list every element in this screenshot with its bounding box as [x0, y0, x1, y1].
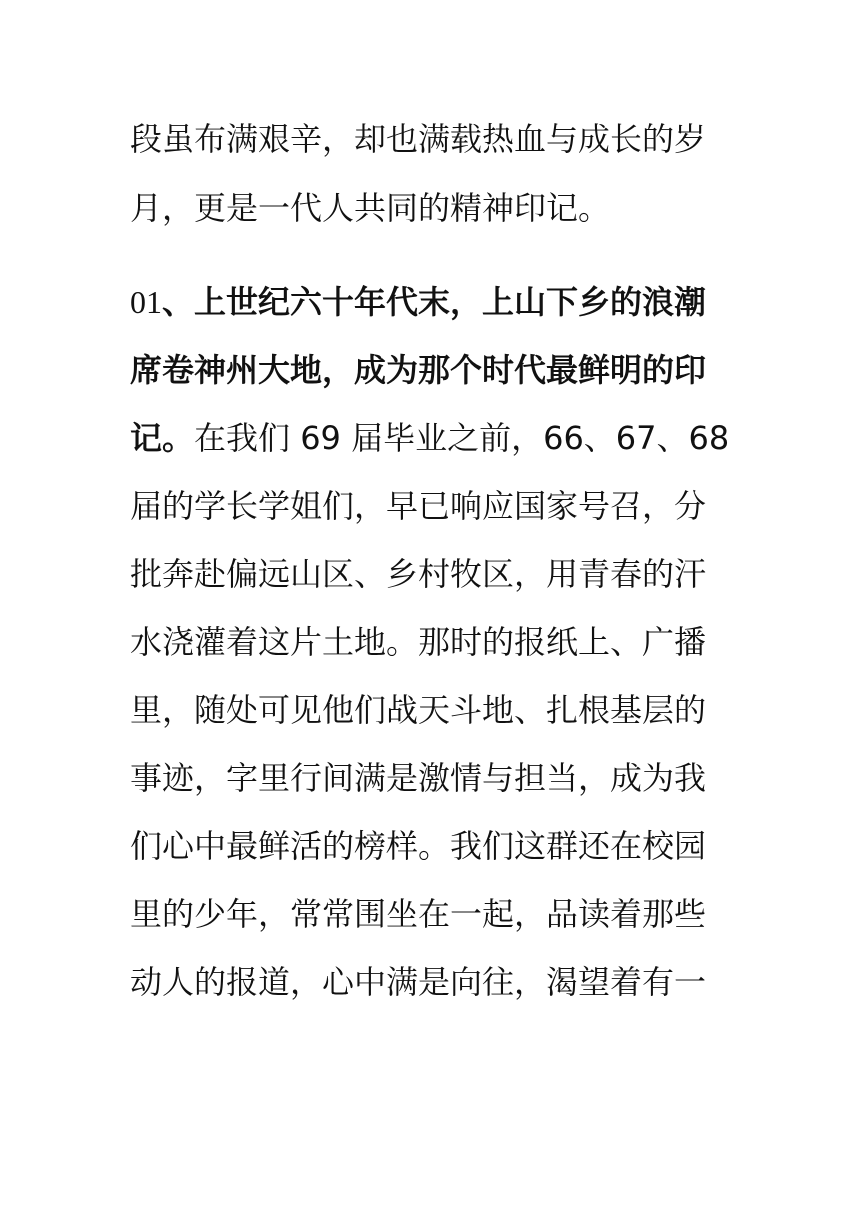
body-line-6: 事迹，字里行间满是激情与担当，成为我 — [130, 759, 707, 797]
body-line-3: 批奔赴偏远山区、乡村牧区，用青春的汗 — [130, 555, 707, 593]
section-number: 01 — [130, 284, 162, 320]
body-line-8: 里的少年，常常围坐在一起，品读着那些 — [130, 895, 707, 933]
intro-line-2: 月，更是一代人共同的精神印记。 — [130, 189, 611, 227]
section-heading-text-1: 、上世纪六十年代末，上山下乡的浪潮 — [162, 283, 707, 321]
intro-line-1: 段虽布满艰辛，却也满载热血与成长的岁 — [130, 120, 707, 158]
section-body-first-text: 在我们 69 届毕业之前，66、67、68 — [194, 419, 730, 457]
body-line-5: 里，随处可见他们战天斗地、扎根基层的 — [130, 691, 707, 729]
body-line-4: 水浇灌着这片土地。那时的报纸上、广播 — [130, 623, 707, 661]
section-heading-text-3: 记。 — [130, 419, 195, 457]
body-line-9: 动人的报道，心中满是向往，渴望着有一 — [130, 963, 707, 1001]
section-body-line-1 — [130, 413, 729, 463]
section-heading-line-2: 席卷神州大地，成为那个时代最鲜明的印 — [130, 351, 707, 389]
section-heading-line-1 — [130, 277, 706, 327]
body-line-7: 们心中最鲜活的榜样。我们这群还在校园 — [130, 827, 707, 865]
body-line-2: 届的学长学姐们，早已响应国家号召，分 — [130, 487, 707, 525]
